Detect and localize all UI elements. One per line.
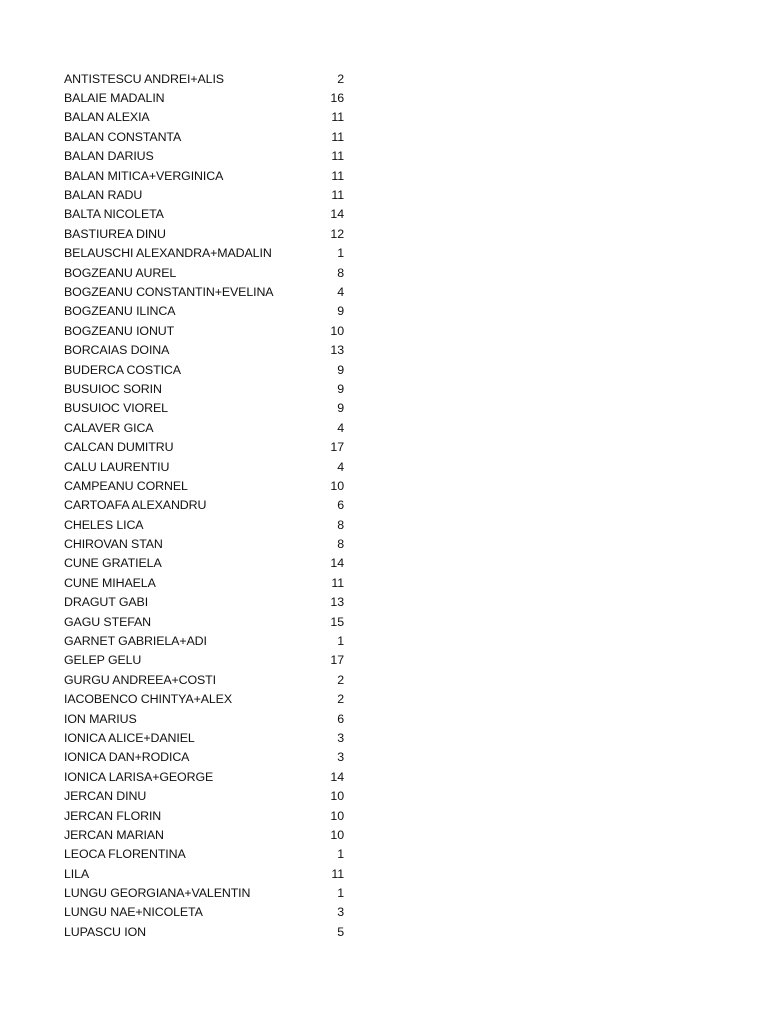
- count-value: 8: [337, 537, 344, 552]
- person-name: BORCAIAS DOINA: [64, 343, 170, 358]
- person-name: LUNGU NAE+NICOLETA: [64, 905, 203, 920]
- person-name: BUDERCA COSTICA: [64, 362, 181, 377]
- person-name: CUNE MIHAELA: [64, 575, 156, 590]
- count-value: 11: [331, 575, 344, 590]
- count-value: 17: [330, 440, 344, 455]
- list-row: [64, 612, 346, 631]
- person-name: LUPASCU ION: [64, 924, 146, 939]
- count-value: 11: [331, 149, 344, 164]
- person-name: CUNE GRATIELA: [64, 556, 162, 571]
- person-name: IACOBENCO CHINTYA+ALEX: [64, 692, 232, 707]
- person-name: GARNET GABRIELA+ADI: [64, 634, 207, 649]
- list-row: [64, 767, 346, 786]
- list-row: [64, 748, 346, 767]
- person-name: CAMPEANU CORNEL: [64, 478, 188, 493]
- list-row: [64, 147, 346, 166]
- list-row: [64, 476, 346, 495]
- count-value: 8: [337, 265, 344, 280]
- list-row: [64, 418, 346, 437]
- list-row: [64, 883, 346, 902]
- count-value: 10: [330, 827, 344, 842]
- person-name: BOGZEANU CONSTANTIN+EVELINA: [64, 284, 274, 299]
- list-row: [64, 88, 346, 107]
- list-row: [64, 922, 346, 941]
- list-row: [64, 825, 346, 844]
- person-name: CHELES LICA: [64, 517, 144, 532]
- person-name: BALAN MITICA+VERGINICA: [64, 168, 224, 183]
- name-count-list: [64, 69, 346, 942]
- person-name: LUNGU GEORGIANA+VALENTIN: [64, 886, 251, 901]
- count-value: 11: [331, 188, 344, 203]
- list-row: [64, 515, 346, 534]
- person-name: IONICA LARISA+GEORGE: [64, 769, 214, 784]
- list-row: [64, 690, 346, 709]
- count-value: 11: [331, 168, 344, 183]
- list-row: [64, 185, 346, 204]
- list-row: [64, 263, 346, 282]
- person-name: DRAGUT GABI: [64, 595, 149, 610]
- list-row: [64, 631, 346, 650]
- person-name: GELEP GELU: [64, 653, 142, 668]
- count-value: 14: [330, 556, 344, 571]
- person-name: CHIROVAN STAN: [64, 537, 163, 552]
- count-value: 10: [330, 323, 344, 338]
- person-name: GURGU ANDREEA+COSTI: [64, 672, 216, 687]
- list-row: [64, 728, 346, 747]
- count-value: 5: [337, 924, 344, 939]
- person-name: ANTISTESCU ANDREI+ALIS: [64, 71, 224, 86]
- count-value: 13: [330, 343, 344, 358]
- person-name: JERCAN FLORIN: [64, 808, 162, 823]
- count-value: 10: [330, 478, 344, 493]
- list-row: [64, 593, 346, 612]
- count-value: 14: [330, 207, 344, 222]
- count-value: 3: [337, 730, 344, 745]
- list-row: [64, 573, 346, 592]
- person-name: BALTA NICOLETA: [64, 207, 164, 222]
- list-row: [64, 205, 346, 224]
- count-value: 8: [337, 517, 344, 532]
- person-name: LEOCA FLORENTINA: [64, 847, 186, 862]
- person-name: CALCAN DUMITRU: [64, 440, 174, 455]
- list-row: [64, 379, 346, 398]
- count-value: 16: [330, 91, 344, 106]
- list-row: [64, 864, 346, 883]
- count-value: 12: [330, 226, 344, 241]
- person-name: JERCAN MARIAN: [64, 827, 164, 842]
- count-value: 4: [337, 420, 344, 435]
- count-value: 9: [337, 401, 344, 416]
- list-row: [64, 340, 346, 359]
- list-row: [64, 224, 346, 243]
- person-name: LILA: [64, 866, 90, 881]
- count-value: 11: [331, 110, 344, 125]
- person-name: IONICA ALICE+DANIEL: [64, 730, 195, 745]
- list-row: [64, 534, 346, 553]
- person-name: BASTIUREA DINU: [64, 226, 166, 241]
- list-row: [64, 554, 346, 573]
- count-value: 10: [330, 808, 344, 823]
- count-value: 9: [337, 362, 344, 377]
- list-row: [64, 108, 346, 127]
- person-name: BELAUSCHI ALEXANDRA+MADALIN: [64, 246, 272, 261]
- person-name: JERCAN DINU: [64, 789, 147, 804]
- person-name: CALU LAURENTIU: [64, 459, 170, 474]
- person-name: CALAVER GICA: [64, 420, 154, 435]
- list-row: [64, 651, 346, 670]
- person-name: BUSUIOC SORIN: [64, 381, 162, 396]
- count-value: 14: [330, 769, 344, 784]
- list-row: [64, 127, 346, 146]
- list-row: [64, 437, 346, 456]
- count-value: 2: [337, 672, 344, 687]
- count-value: 1: [337, 886, 344, 901]
- list-row: [64, 903, 346, 922]
- count-value: 1: [337, 634, 344, 649]
- list-row: [64, 496, 346, 515]
- count-value: 4: [337, 459, 344, 474]
- list-row: [64, 282, 346, 301]
- count-value: 6: [337, 711, 344, 726]
- person-name: ION MARIUS: [64, 711, 137, 726]
- person-name: BALAN DARIUS: [64, 149, 154, 164]
- count-value: 9: [337, 304, 344, 319]
- list-row: [64, 399, 346, 418]
- person-name: BOGZEANU ILINCA: [64, 304, 176, 319]
- list-row: [64, 786, 346, 805]
- count-value: 15: [330, 614, 344, 629]
- person-name: BALAN ALEXIA: [64, 110, 150, 125]
- count-value: 4: [337, 284, 344, 299]
- person-name: BOGZEANU IONUT: [64, 323, 175, 338]
- list-row: [64, 360, 346, 379]
- count-value: 1: [337, 246, 344, 261]
- count-value: 9: [337, 381, 344, 396]
- person-name: BALAN RADU: [64, 188, 143, 203]
- count-value: 3: [337, 905, 344, 920]
- person-name: CARTOAFA ALEXANDRU: [64, 498, 207, 513]
- count-value: 11: [331, 866, 344, 881]
- count-value: 11: [331, 129, 344, 144]
- list-row: [64, 244, 346, 263]
- list-row: [64, 69, 346, 88]
- person-name: BALAN CONSTANTA: [64, 129, 182, 144]
- list-row: [64, 670, 346, 689]
- list-row: [64, 845, 346, 864]
- count-value: 2: [337, 71, 344, 86]
- count-value: 17: [330, 653, 344, 668]
- count-value: 2: [337, 692, 344, 707]
- count-value: 13: [330, 595, 344, 610]
- person-name: BOGZEANU AUREL: [64, 265, 177, 280]
- list-row: [64, 321, 346, 340]
- count-value: 1: [337, 847, 344, 862]
- person-name: BUSUIOC VIOREL: [64, 401, 168, 416]
- person-name: IONICA DAN+RODICA: [64, 750, 190, 765]
- list-row: [64, 166, 346, 185]
- count-value: 3: [337, 750, 344, 765]
- list-row: [64, 709, 346, 728]
- list-row: [64, 302, 346, 321]
- person-name: GAGU STEFAN: [64, 614, 152, 629]
- person-name: BALAIE MADALIN: [64, 91, 165, 106]
- list-row: [64, 457, 346, 476]
- count-value: 10: [330, 789, 344, 804]
- count-value: 6: [337, 498, 344, 513]
- list-row: [64, 806, 346, 825]
